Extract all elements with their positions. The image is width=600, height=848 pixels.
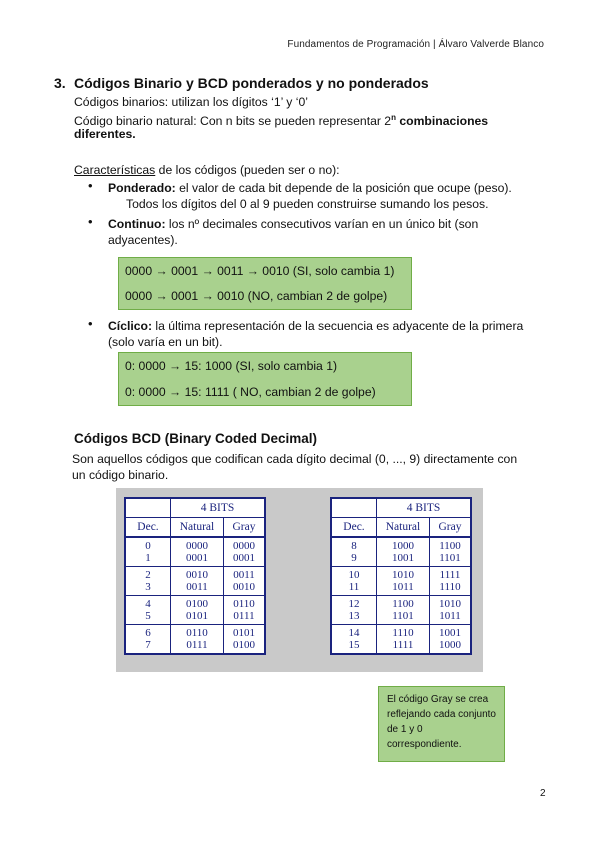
table-row [125,537,265,567]
cell-gray: 0110 0111 [224,596,266,625]
section-title [54,75,429,91]
ciclico-example-2: 0: 0000 → 15: 1111 ( NO, cambian 2 de golpe) [125,385,376,399]
bullet-ponderado: • [88,178,93,193]
natural-binary-text: Código binario natural: Con n bits se pueden representar 2 [74,114,392,129]
natural-binary-text-2: combinaciones [395,114,489,129]
cell-natural: 0110 0111 [171,625,224,655]
table-row [125,625,265,655]
col-natural: Natural [377,518,430,538]
cell-dec: 14 15 [331,625,377,655]
continuo-line [108,216,478,232]
cell-dec: 10 11 [331,567,377,596]
continuo-example-box [118,257,412,310]
cell-gray: 0101 0100 [224,625,266,655]
col-dec: Dec. [331,518,377,538]
ponderado-text: el valor de cada bit depende de la posición que ocupe (peso). [175,181,512,195]
table-header: 4 BITS [377,498,472,518]
gray-table-left [124,497,266,655]
cell-natural: 0100 0101 [171,596,224,625]
ciclico-line-2: (solo varía en un bit). [108,335,223,349]
bcd-title: Códigos BCD (Binary Coded Decimal) [74,431,318,446]
bullet-ciclico: • [88,316,93,331]
natural-binary-line-3: diferentes. [74,127,136,141]
col-gray: Gray [224,518,266,538]
table-row [331,625,471,655]
page-header: Fundamentos de Programación | Álvaro Valverde Blanco [287,39,544,50]
cell-gray: 0011 0010 [224,567,266,596]
cell-gray: 1111 1110 [430,567,472,596]
cell-dec: 8 9 [331,537,377,567]
table-row [331,537,471,567]
ciclico-label: Cíclico: [108,319,153,333]
cell-dec: 2 3 [125,567,171,596]
bcd-desc-1: Son aquellos códigos que codifican cada dígito decimal (0, ..., 9) directamente con [72,452,518,466]
characteristics-rest: de los códigos (pueden ser o no): [155,163,340,177]
natural-binary-exponent: n [391,113,396,122]
ciclico-line [108,318,523,334]
cell-gray: 0000 0001 [224,537,266,567]
characteristics-underlined: Características [74,163,156,177]
ciclico-example-1: 0: 0000 → 15: 1000 (SI, solo cambia 1) [125,359,338,373]
table-row [125,596,265,625]
ponderado-line [108,180,512,196]
ciclico-text: la última representación de la secuencia es adyacente de la primera [152,319,524,333]
gray-table-right [330,497,472,655]
section-title-text: Códigos Binario y BCD ponderados y no ponderados [74,75,429,91]
table-corner [125,498,171,518]
characteristics-heading [74,162,340,178]
table-header: 4 BITS [171,498,266,518]
col-gray: Gray [430,518,472,538]
continuo-label: Continuo: [108,217,166,231]
continuo-line-2: adyacentes). [108,233,178,247]
cell-natural: 0000 0001 [171,537,224,567]
table-row [331,567,471,596]
cell-dec: 0 1 [125,537,171,567]
binary-codes-line: Códigos binarios: utilizan los dígitos ‘1’ y ‘0’ [74,95,308,109]
gray-code-note: El código Gray se crea reflejando cada conjunto de 1 y 0 correspondiente. [378,686,505,762]
cell-natural: 1000 1001 [377,537,430,567]
cell-natural: 1100 1101 [377,596,430,625]
cell-gray: 1001 1000 [430,625,472,655]
section-number: 3. [54,75,66,91]
continuo-text: los nº decimales consecutivos varían en un único bit (son [165,217,479,231]
table-row [125,567,265,596]
cell-natural: 1010 1011 [377,567,430,596]
cell-natural: 1110 1111 [377,625,430,655]
col-natural: Natural [171,518,224,538]
cell-dec: 4 5 [125,596,171,625]
col-dec: Dec. [125,518,171,538]
cell-natural: 0010 0011 [171,567,224,596]
ponderado-label: Ponderado: [108,181,176,195]
page-number: 2 [540,788,546,799]
continuo-example-2: 0000 → 0001 → 0010 (NO, cambian 2 de golpe) [125,289,388,303]
continuo-example-1: 0000 → 0001 → 0011 → 0010 (SI, solo cambia 1) [125,264,395,278]
cell-gray: 1100 1101 [430,537,472,567]
ciclico-example-box [118,352,412,406]
ponderado-line-2: Todos los dígitos del 0 al 9 pueden construirse sumando los pesos. [126,197,489,211]
table-corner [331,498,377,518]
bullet-continuo: • [88,214,93,229]
cell-dec: 12 13 [331,596,377,625]
natural-binary-line [74,110,488,129]
bcd-desc-2: un código binario. [72,468,169,482]
cell-gray: 1010 1011 [430,596,472,625]
table-row [331,596,471,625]
cell-dec: 6 7 [125,625,171,655]
